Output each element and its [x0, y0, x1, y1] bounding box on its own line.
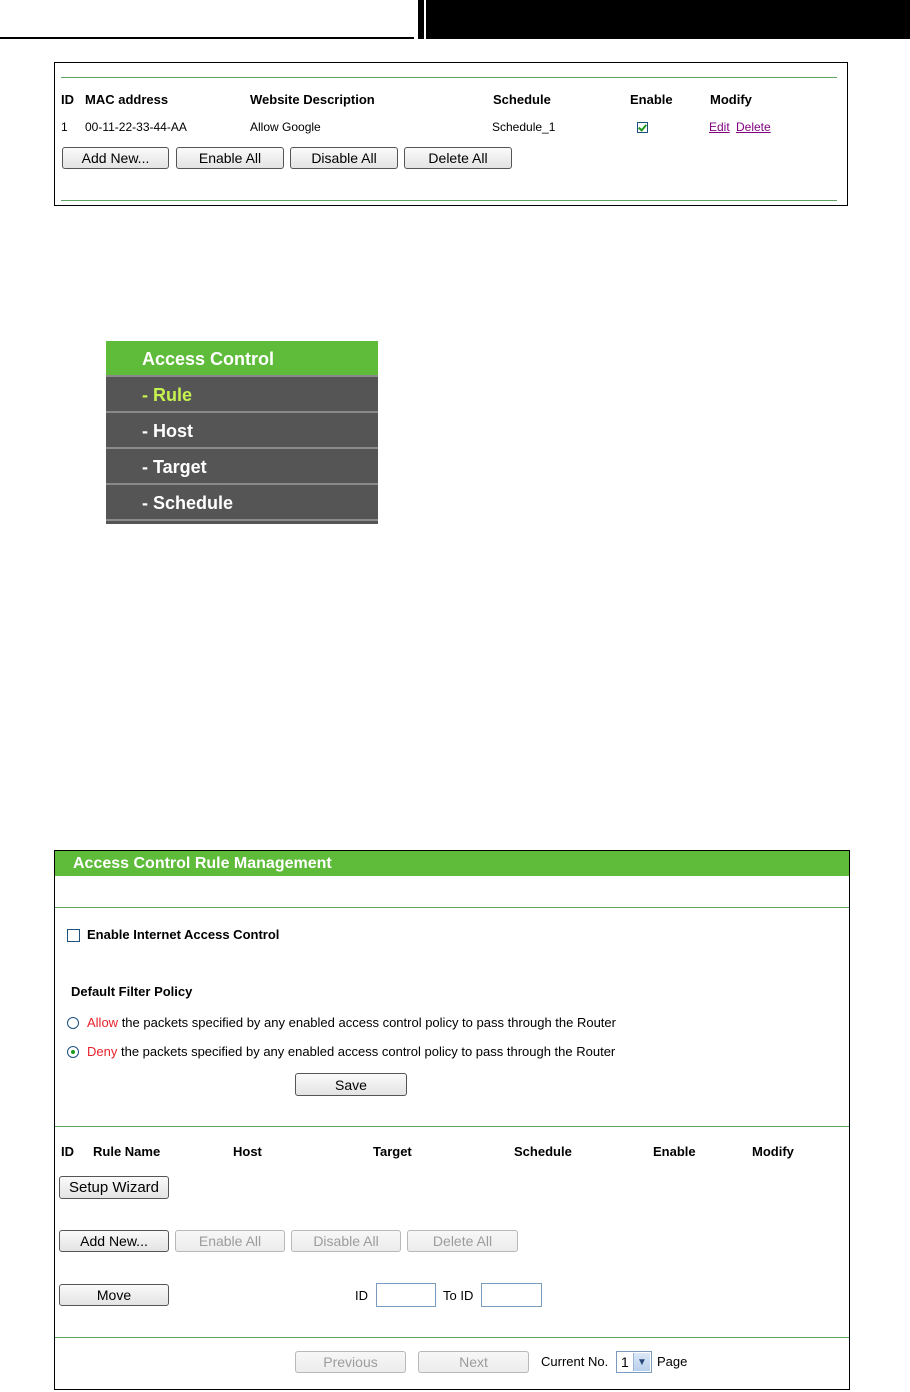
- add-new-button[interactable]: Add New...: [59, 1230, 169, 1252]
- allow-policy-label: [87, 1015, 616, 1030]
- row-schedule: Schedule_1: [492, 120, 556, 134]
- menu-item-schedule[interactable]: - Schedule: [106, 485, 378, 521]
- page-label: Page: [657, 1354, 688, 1369]
- previous-button[interactable]: Previous: [295, 1351, 406, 1373]
- add-new-button[interactable]: Add New...: [62, 147, 169, 169]
- header-bar-left: [0, 0, 414, 39]
- delete-link[interactable]: Delete: [736, 120, 771, 134]
- col-header-enable: Enable: [653, 1144, 696, 1159]
- id-label: ID: [355, 1288, 368, 1303]
- move-from-id-input[interactable]: [376, 1283, 436, 1307]
- to-id-label: To ID: [443, 1288, 474, 1303]
- divider: [55, 1126, 849, 1127]
- col-header-id: ID: [61, 92, 74, 107]
- access-control-menu: [106, 341, 378, 524]
- col-header-schedule: Schedule: [493, 92, 551, 107]
- divider: [55, 907, 849, 908]
- row-enable-checkbox[interactable]: [637, 122, 648, 133]
- col-header-modify: Modify: [752, 1144, 794, 1159]
- save-button[interactable]: Save: [295, 1073, 407, 1096]
- disable-all-button[interactable]: Disable All: [290, 147, 398, 169]
- header-bar-right: [418, 0, 910, 39]
- col-header-mac: MAC address: [85, 92, 169, 107]
- row-mac: 00-11-22-33-44-AA: [85, 120, 187, 134]
- setup-wizard-button[interactable]: Setup Wizard: [59, 1176, 169, 1199]
- chevron-down-icon[interactable]: ▼: [633, 1353, 650, 1371]
- enable-access-control-checkbox[interactable]: [67, 929, 80, 942]
- page-select-value: 1: [621, 1354, 629, 1370]
- enable-all-button[interactable]: Enable All: [176, 147, 284, 169]
- rule-management-panel: [54, 850, 850, 1390]
- page-select[interactable]: [616, 1351, 652, 1373]
- divider: [55, 1337, 849, 1338]
- col-header-description: Website Description: [250, 92, 375, 107]
- deny-word: Deny: [87, 1044, 118, 1059]
- delete-all-button[interactable]: Delete All: [407, 1230, 518, 1252]
- allow-word: Allow: [87, 1015, 119, 1030]
- allow-policy-radio[interactable]: [67, 1017, 79, 1029]
- mac-filter-panel: [54, 62, 848, 206]
- col-header-rule-name: Rule Name: [93, 1144, 161, 1159]
- edit-link[interactable]: Edit: [709, 120, 730, 134]
- move-to-id-input[interactable]: [481, 1283, 542, 1307]
- allow-policy-text: the packets specified by any enabled access control policy to pass through the Router: [118, 1015, 616, 1030]
- delete-all-button[interactable]: Delete All: [404, 147, 512, 169]
- deny-policy-text: the packets specified by any enabled access control policy to pass through the Router: [117, 1044, 616, 1059]
- enable-access-control-label: Enable Internet Access Control: [87, 927, 280, 942]
- divider: [61, 200, 837, 201]
- divider: [61, 77, 837, 78]
- current-no-label: Current No.: [541, 1354, 609, 1369]
- col-header-target: Target: [373, 1144, 412, 1159]
- col-header-id: ID: [61, 1144, 74, 1159]
- menu-item-host[interactable]: - Host: [106, 413, 378, 449]
- default-filter-policy-heading: Default Filter Policy: [71, 984, 193, 999]
- col-header-schedule: Schedule: [514, 1144, 572, 1159]
- col-header-modify: Modify: [710, 92, 752, 107]
- next-button[interactable]: Next: [418, 1351, 529, 1373]
- deny-policy-radio[interactable]: [67, 1046, 79, 1058]
- menu-header-access-control[interactable]: Access Control: [106, 341, 378, 377]
- row-description: Allow Google: [250, 120, 321, 134]
- menu-item-target[interactable]: - Target: [106, 449, 378, 485]
- disable-all-button[interactable]: Disable All: [291, 1230, 401, 1252]
- enable-all-button[interactable]: Enable All: [175, 1230, 285, 1252]
- move-button[interactable]: Move: [59, 1284, 169, 1306]
- col-header-host: Host: [233, 1144, 262, 1159]
- menu-item-rule[interactable]: - Rule: [106, 377, 378, 413]
- panel-title: Access Control Rule Management: [55, 851, 849, 876]
- deny-policy-label: [87, 1044, 615, 1059]
- col-header-enable: Enable: [630, 92, 673, 107]
- row-id: 1: [61, 120, 68, 134]
